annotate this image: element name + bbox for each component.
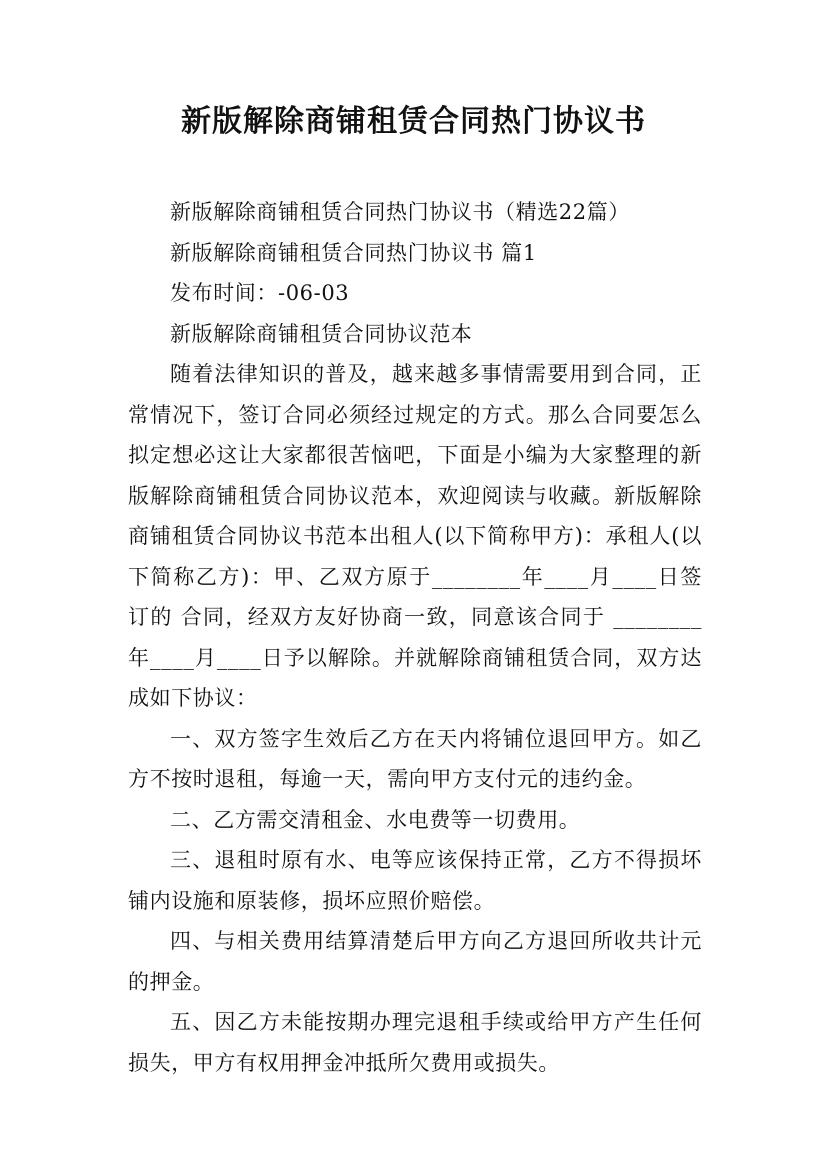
paragraph-collection-heading: 新版解除商铺租赁合同热门协议书（精选22篇）	[170, 200, 630, 224]
paragraph-clause-2: 二、乙方需交清租金、水电费等一切费用。	[170, 807, 581, 832]
paragraph-clause-1: 一、双方签字生效后乙方在天内将铺位退回甲方。如乙方不按时退租，每逾一天，需向甲方支付元的违约金。	[128, 726, 702, 791]
paragraph-template-name: 新版解除商铺租赁合同协议范本	[170, 321, 473, 346]
paragraph-article-heading: 新版解除商铺租赁合同热门协议书 篇1	[170, 240, 537, 265]
paragraph-clause-5: 五、因乙方未能按期办理完退租手续或给甲方产生任何损失，甲方有权用押金冲抵所欠费用或损失。	[128, 1010, 702, 1075]
document-body	[128, 192, 702, 1083]
paragraph-publish-date: 发布时间：-06-03	[170, 281, 350, 305]
paragraph-introduction: 随着法律知识的普及，越来越多事情需要用到合同，正常情况下，签订合同必须经过规定的方式。那么合同要怎么拟定想必这让大家都很苦恼吧，下面是小编为大家整理的新版解除商铺租赁合同协议范本，欢迎阅读与收藏。新版解除商铺租赁合同协议书范本出租人(以下简称甲方)：承租人(以下简称乙方)：甲、乙双方原于________年____月____日签订的 合同，经双方友好协商一致，同意该合同于 ________年____月____日予以解除。并就解除商铺租赁合同，双方达成如下协议：	[128, 362, 702, 710]
paragraph-clause-4: 四、与相关费用结算清楚后甲方向乙方退回所收共计元的押金。	[128, 929, 702, 994]
paragraph-clause-3: 三、退租时原有水、电等应该保持正常，乙方不得损坏铺内设施和原装修，损坏应照价赔偿。	[128, 848, 702, 913]
document-title: 新版解除商铺租赁合同热门协议书	[181, 104, 646, 139]
